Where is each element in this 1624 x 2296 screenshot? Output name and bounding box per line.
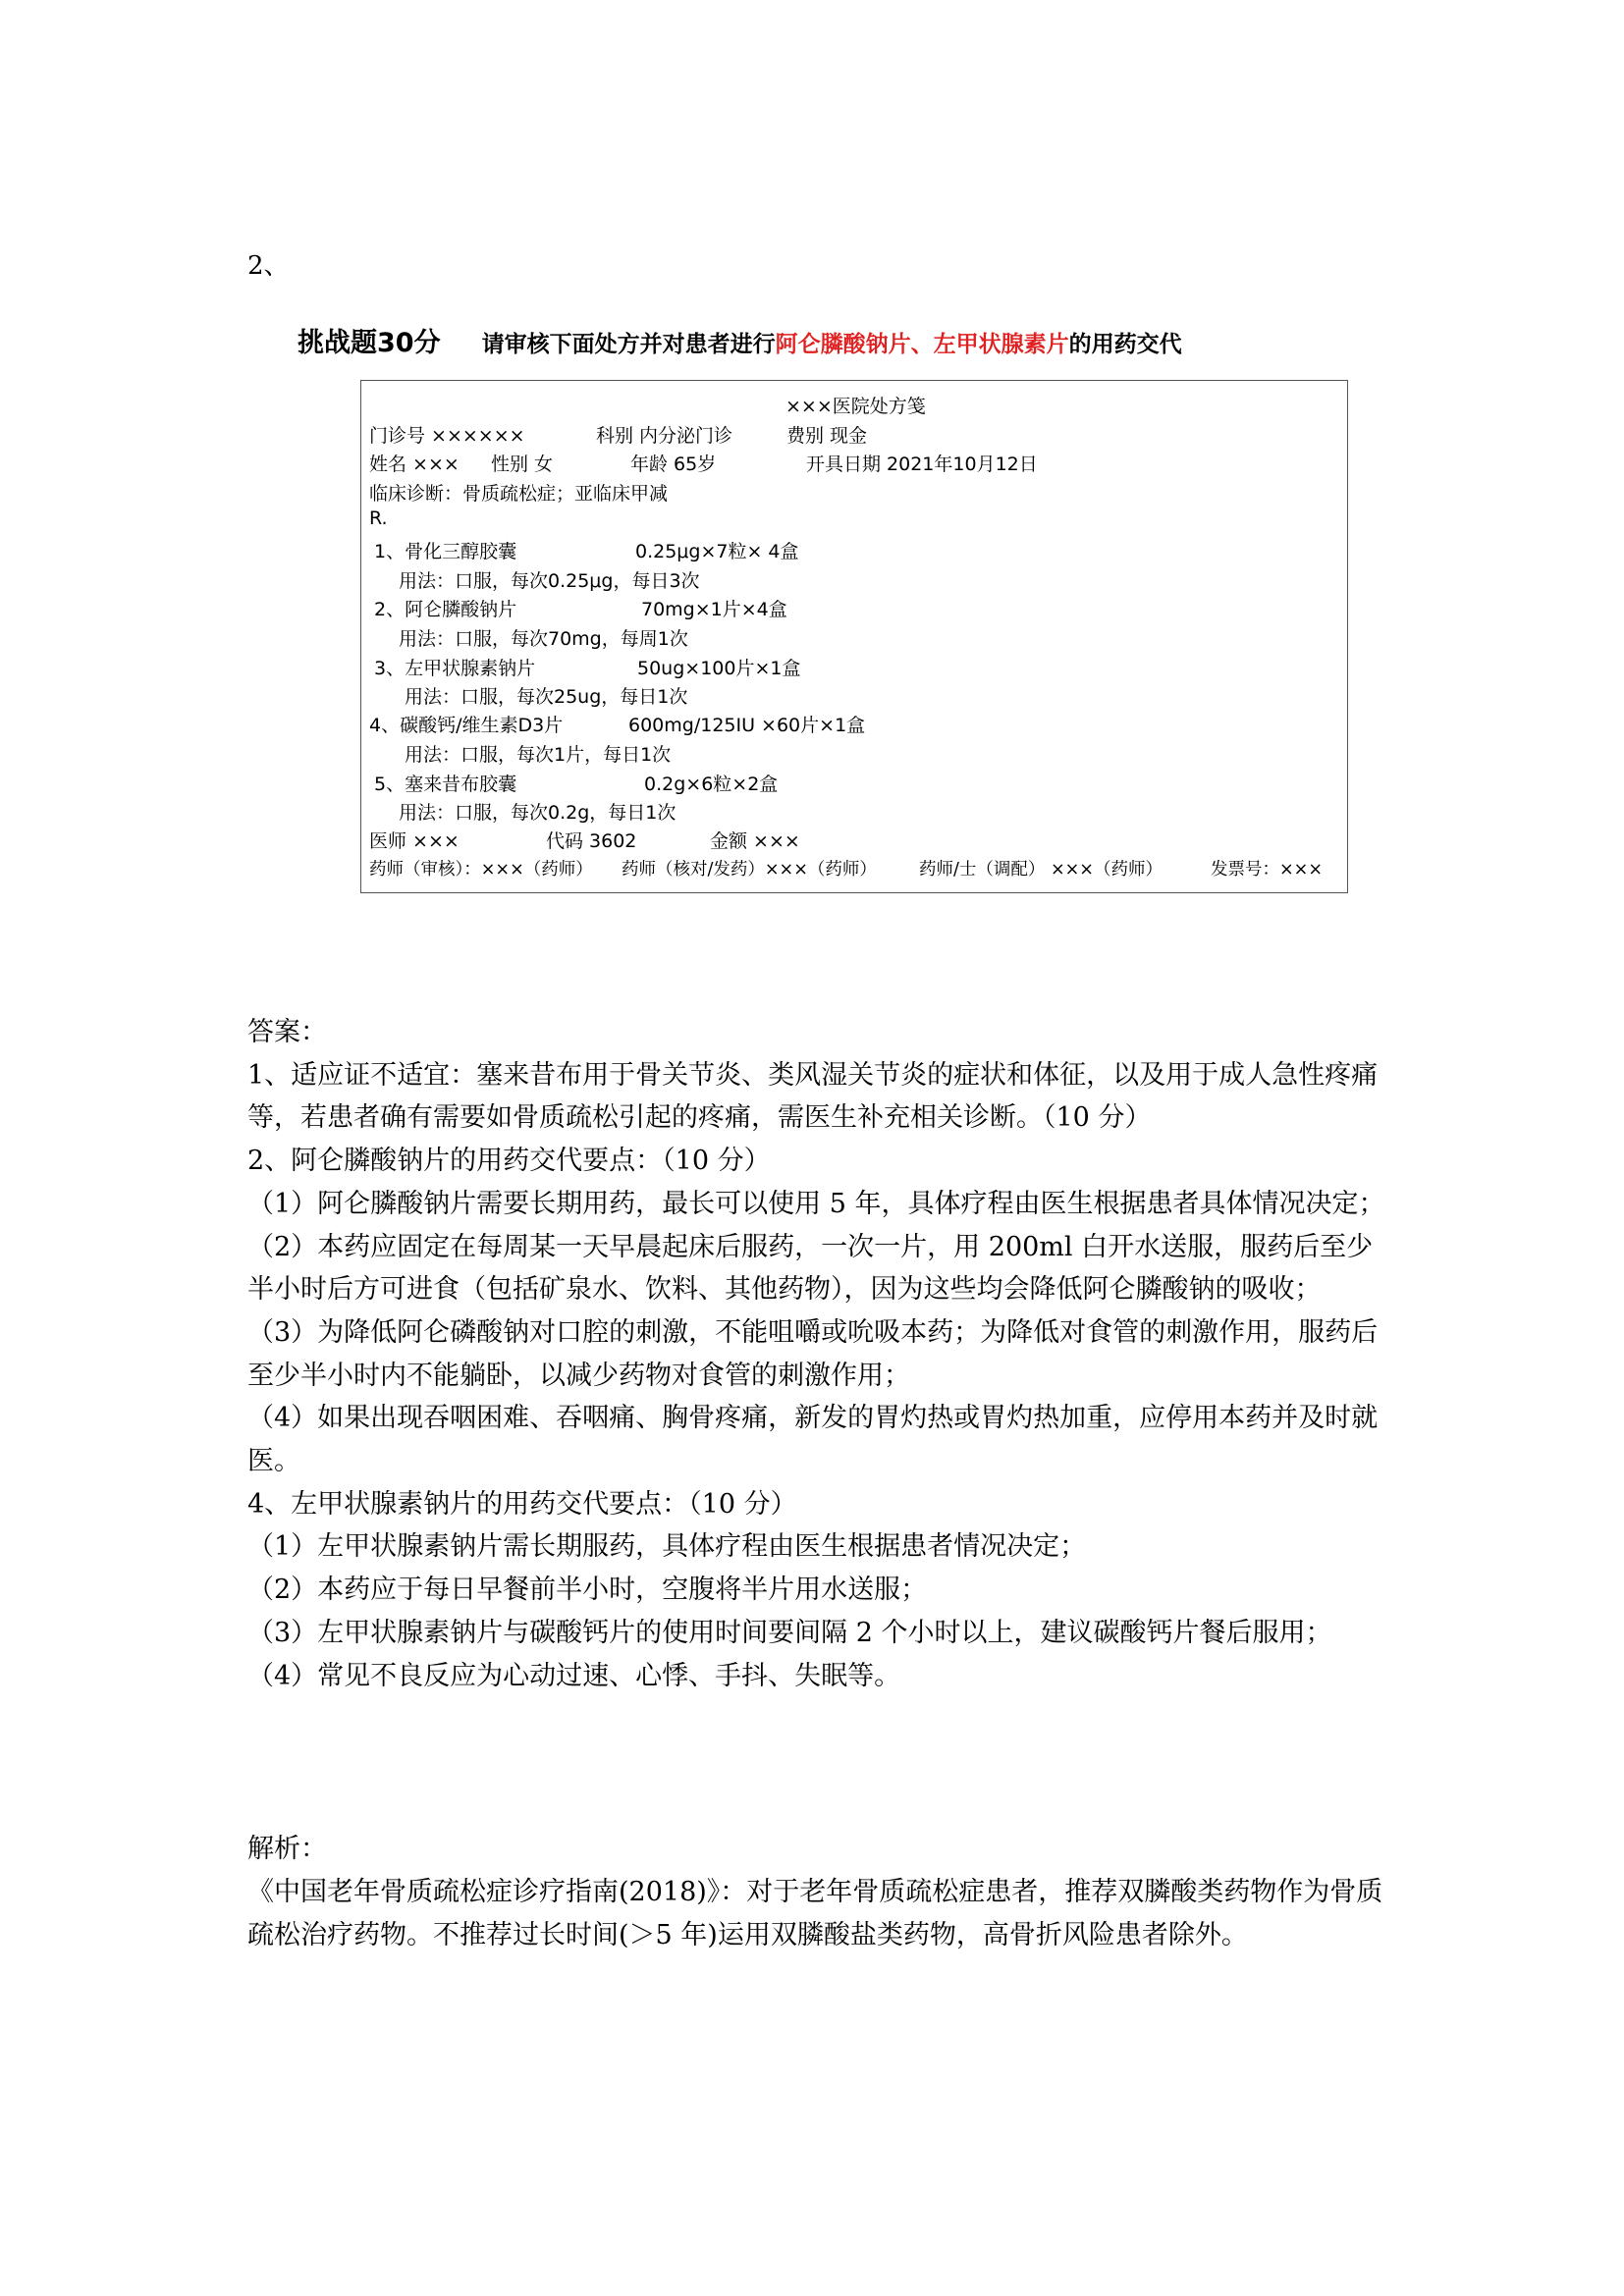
prescription-box	[360, 380, 1348, 893]
patient-gender: 性别 女	[491, 454, 554, 475]
pharmacist-review: 药师（审核）：×××（药师）	[369, 860, 593, 880]
pharmacist-dispense: 药师（核对/发药）×××（药师）	[622, 860, 877, 880]
fee-type: 费别 现金	[786, 425, 868, 447]
challenge-instruction-prefix: 请审核下面处方并对患者进行	[481, 332, 776, 357]
patient-name: 姓名 ×××	[369, 454, 460, 475]
answer-paragraph: （3）为降低阿仑磷酸钠对口腔的刺激，不能咀嚼或吮吸本药；为降低对食管的刺激作用，服药后至少半小时内不能躺卧，以减少药物对食管的刺激作用；	[247, 1316, 1379, 1391]
answer-paragraph: （4）常见不良反应为心动过速、心悸、手抖、失眠等。	[247, 1660, 901, 1691]
drug-usage: 用法：口服，每次25ug，每日1次	[405, 686, 688, 708]
drug-spec: 0.25μg×7粒× 4盒	[635, 541, 799, 562]
answer-paragraph: 2、阿仑膦酸钠片的用药交代要点：（10 分）	[247, 1146, 771, 1177]
drug-spec: 0.2g×6粒×2盒	[644, 774, 779, 795]
drug-name: 5、塞来昔布胶囊	[374, 774, 517, 795]
drug-usage: 用法：口服，每次0.2g，每日1次	[399, 802, 677, 824]
prescription-date: 开具日期 2021年10月12日	[806, 454, 1038, 475]
answer-section	[247, 1011, 1386, 1697]
clinical-diagnosis: 临床诊断：骨质疏松症；亚临床甲减	[369, 483, 669, 505]
analysis-section	[247, 1828, 1386, 1957]
doctor: 医师 ×××	[369, 830, 460, 852]
challenge-heading	[298, 321, 1182, 359]
drug-name: 3、左甲状腺素钠片	[374, 658, 536, 679]
drug-spec: 50ug×100片×1盒	[637, 658, 801, 679]
answer-paragraph: 1、适应证不适宜：塞来昔布用于骨关节炎、类风湿关节炎的症状和体征，以及用于成人急性疼痛等，若患者确有需要如骨质疏松引起的疼痛，需医生补充相关诊断。（10 分）	[247, 1059, 1379, 1134]
drug-usage: 用法：口服，每次1片，每日1次	[405, 744, 672, 766]
patient-age: 年龄 65岁	[630, 454, 717, 475]
drug-spec: 600mg/125IU ×60片×1盒	[628, 715, 866, 736]
answer-paragraph: （3）左甲状腺素钠片与碳酸钙片的使用时间要间隔 2 个小时以上，建议碳酸钙片餐后服用；	[247, 1617, 1332, 1648]
drug-usage: 用法：口服，每次70mg，每周1次	[399, 628, 688, 650]
drug-spec: 70mg×1片×4盒	[641, 599, 787, 620]
answer-paragraph: 4、左甲状腺素钠片的用药交代要点：（10 分）	[247, 1488, 797, 1520]
amount: 金额 ×××	[710, 830, 800, 852]
answer-heading: 答案：	[247, 1017, 327, 1047]
answer-paragraph: （1）阿仑膦酸钠片需要长期用药，最长可以使用 5 年，具体疗程由医生根据患者具体情况决定；	[247, 1188, 1385, 1219]
pharmacist-compound: 药师/士（调配） ×××（药师）	[919, 860, 1163, 880]
analysis-heading: 解析：	[247, 1834, 327, 1864]
drug-name: 4、碳酸钙/维生素D3片	[369, 715, 564, 736]
answer-paragraph: （2）本药应固定在每周某一天早晨起床后服药，一次一片，用 200ml 白开水送服，服药后至少半小时后方可进食（包括矿泉水、饮料、其他药物），因为这些均会降低阿仑膦酸钠的吸收；	[247, 1231, 1374, 1306]
clinic-number: 门诊号 ××××××	[369, 425, 525, 447]
drug-usage: 用法：口服，每次0.25μg，每日3次	[399, 570, 700, 592]
challenge-score: 挑战题30分	[298, 328, 441, 358]
invoice-number: 发票号：×××	[1211, 860, 1323, 880]
drug-name: 1、骨化三醇胶囊	[374, 541, 517, 562]
rx-symbol: R.	[369, 507, 388, 529]
hospital-title: ×××医院处方笺	[785, 396, 926, 417]
challenge-instruction-suffix: 的用药交代	[1068, 332, 1182, 357]
question-number: 2、	[247, 251, 290, 281]
answer-paragraph: （1）左甲状腺素钠片需长期服药，具体疗程由医生根据患者情况决定；	[247, 1531, 1087, 1563]
challenge-highlight-drugs: 阿仑膦酸钠片、左甲状腺素片	[775, 332, 1069, 357]
answer-paragraph: （2）本药应于每日早餐前半小时，空腹将半片用水送服；	[247, 1575, 928, 1606]
analysis-text: 《中国老年骨质疏松症诊疗指南(2018)》：对于老年骨质疏松症患者，推荐双膦酸类药物作为骨质疏松治疗药物。不推荐过长时间(＞5 年)运用双膦酸盐类药物，高骨折风险患者除外。	[247, 1877, 1383, 1950]
department: 科别 内分泌门诊	[596, 425, 733, 447]
doctor-code: 代码 3602	[546, 830, 637, 852]
drug-name: 2、阿仑膦酸钠片	[374, 599, 517, 620]
answer-paragraph: （4）如果出现吞咽困难、吞咽痛、胸骨疼痛，新发的胃灼热或胃灼热加重，应停用本药并及时就医。	[247, 1403, 1379, 1477]
